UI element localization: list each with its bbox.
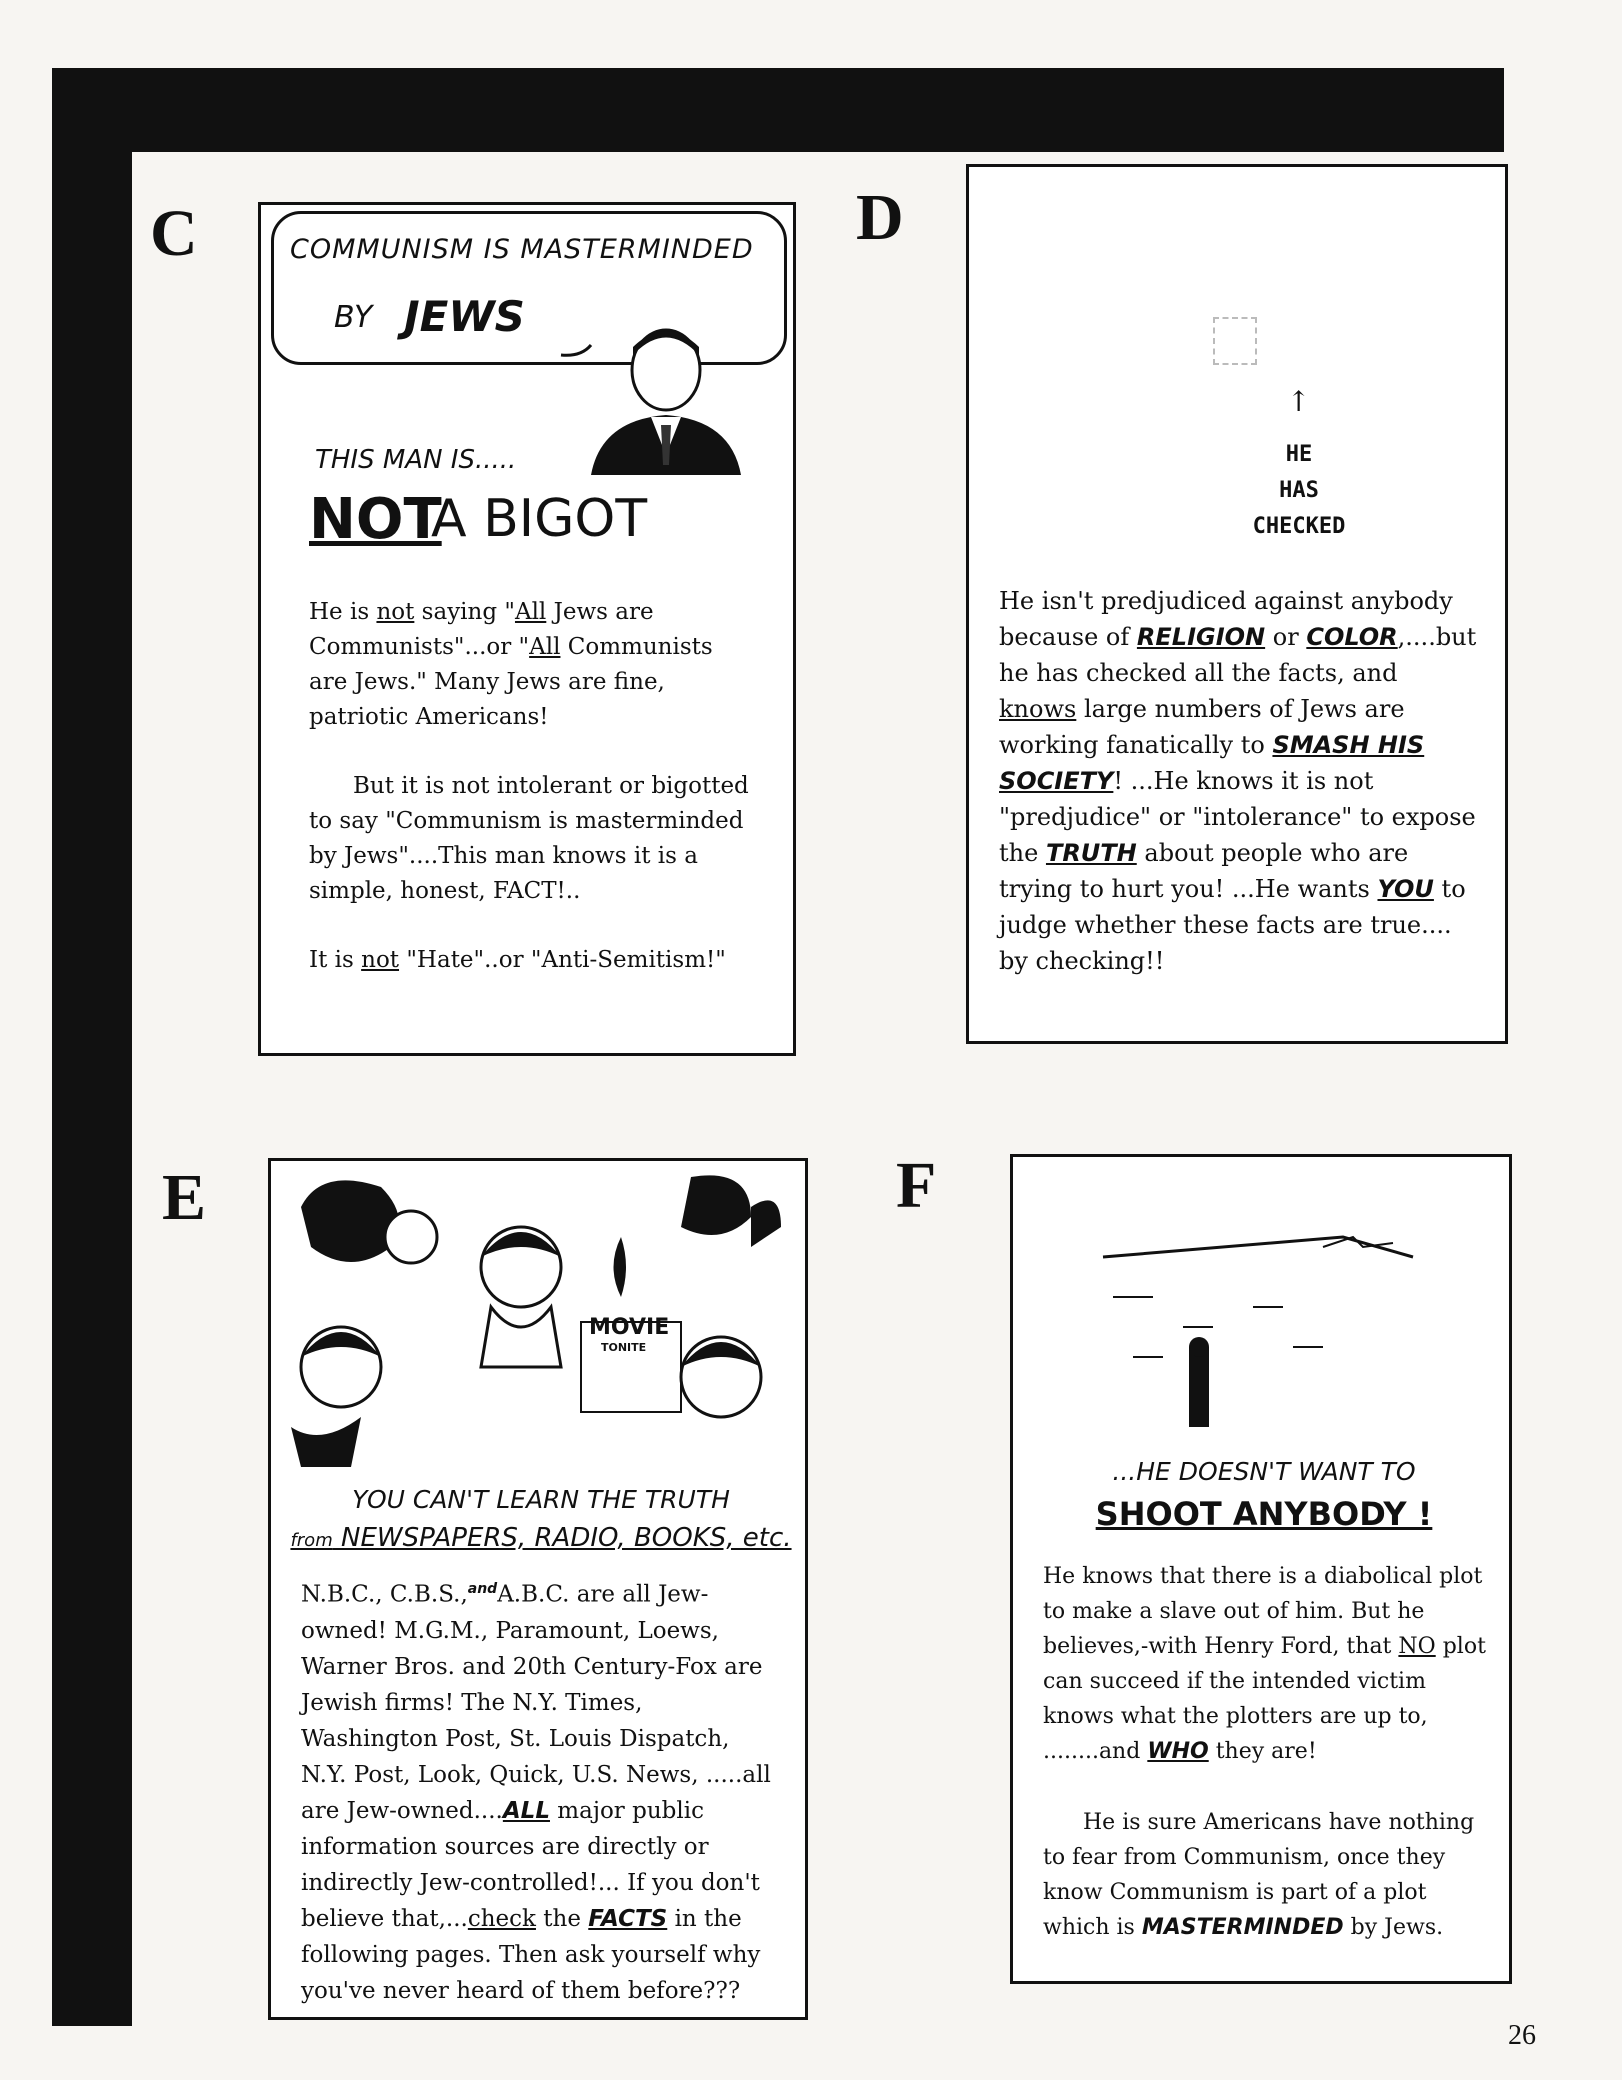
- black-frame-top: [52, 68, 1504, 152]
- not-heading: NOT: [309, 487, 442, 552]
- panel-letter-e: E: [162, 1161, 207, 1234]
- panel-f: [1010, 1154, 1512, 1984]
- page-number: 26: [1508, 2020, 1536, 2051]
- panel-letter-c: C: [150, 197, 198, 270]
- panel-e-text: N.B.C., C.B.S.,$^{and}$A.B.C. are all Jew-owned! M.G.M., Paramount, Loews, Warner Bros. and 20th Century-Fox are Jewish firms! The N.Y. Times, Washington Post, St. Louis Dispatch, N.Y. Post, Look, Quick, U.S. News, .....all are Jew-owned....ALL major public information sources are directly or indirectly Jew-controlled!... If you don't believe that,...check the FACTS in the following pages. Then ask yourself why you've never heard of them before???: [301, 1581, 771, 2004]
- rooftop-lookout-illustration: [1093, 1197, 1433, 1437]
- tonite-sign: TONITE: [601, 1341, 647, 1354]
- panel-letter-d: D: [856, 181, 904, 254]
- headline-line-2: SHOOT ANYBODY !: [1095, 1495, 1433, 1533]
- panel-d-text: He isn't predjudiced against anybody because of RELIGION or COLOR,....but he has checked all the facts, and knows large numbers of Jews are working fanatically to SMASH HIS SOCIETY! ...He knows it is not "predjudice" or "intolerance" to expose the TRUTH about people who are trying to hurt you! ...He wants YOU to judge whether these facts are true.... by checking!!: [999, 587, 1477, 975]
- caption-he: HE: [1285, 442, 1313, 467]
- speech-jews: JEWS: [404, 292, 525, 341]
- faded-image: [1213, 317, 1257, 365]
- man-portrait-illustration: [551, 325, 751, 475]
- headline-line-1: YOU CAN'T LEARN THE TRUTH: [352, 1485, 730, 1514]
- bigot-heading: A BIGOT: [431, 489, 648, 549]
- speech-by: BY: [334, 300, 373, 335]
- panel-c-para-3: It is not "Hate"..or "Anti-Semitism!": [309, 947, 726, 973]
- he-has-checked-caption: [1239, 437, 1359, 545]
- panel-f-para-1: He knows that there is a diabolical plot to make a slave out of him. But he believes,-with Henry Ford, that NO plot can succeed if the intended victim knows what the plotters are up to, ........and WHO they are!: [1043, 1564, 1486, 1764]
- panel-c-para-1: He is not saying "All Jews are Communists"...or "All Communists are Jews." Many Jews are fine, patriotic Americans!: [309, 599, 713, 730]
- headline-line-1: ...HE DOESN'T WANT TO: [1112, 1457, 1416, 1486]
- panel-letter-f: F: [896, 1149, 937, 1222]
- panel-f-para-2: He is sure Americans have nothing to fear from Communism, once they know Communism is part of a plot which is MASTERMINDED by Jews.: [1043, 1810, 1475, 1940]
- arrow-icon: ↑: [1287, 385, 1311, 418]
- black-frame-left: [52, 68, 132, 2026]
- headline-line-2: from NEWSPAPERS, RADIO, BOOKS, etc.: [290, 1523, 792, 1553]
- panel-c-para-2: But it is not intolerant or bigotted to say "Communism is masterminded by Jews"....This man knows it is a simple, honest, FACT!..: [309, 773, 749, 904]
- panel-c: [258, 202, 796, 1056]
- caption-has: HAS: [1279, 478, 1319, 503]
- movie-sign: MOVIE: [589, 1315, 670, 1340]
- caption-checked: CHECKED: [1252, 514, 1346, 539]
- cartoon-faces-illustration: [281, 1167, 801, 1467]
- this-man-text: THIS MAN IS.....: [315, 445, 517, 475]
- speech-line-1: COMMUNISM IS MASTERMINDED: [290, 234, 754, 265]
- panel-d: [966, 164, 1508, 1044]
- panel-e: [268, 1158, 808, 2020]
